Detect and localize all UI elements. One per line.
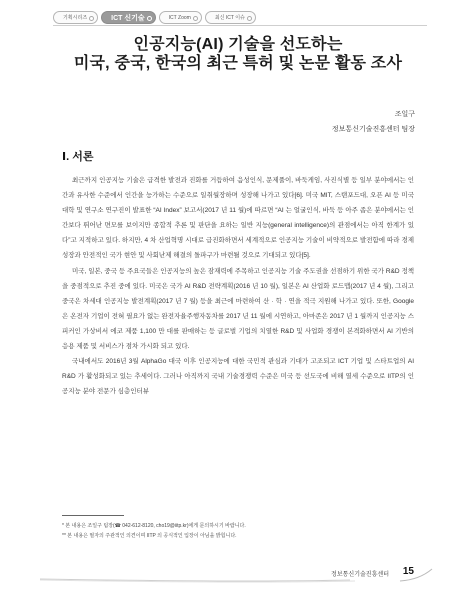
breadcrumb-tab-ict-issue[interactable]: [205, 11, 256, 24]
header-divider: [53, 25, 427, 26]
breadcrumb: [53, 10, 259, 25]
page-number: 15: [402, 566, 414, 577]
breadcrumb-tab-ict-newtech[interactable]: [101, 11, 156, 24]
footer-swoosh-icon: [0, 557, 470, 587]
breadcrumb-tab-label: 최신 ICT 이슈: [214, 15, 245, 21]
footer-publisher: 정보통신기술진흥센터: [331, 572, 389, 578]
circle-icon: [89, 16, 94, 21]
footnote: * 본 내용은 조일구 팀장(☎ 042-612-8120, cho19@iitp.kr)에게 문의하시기 바랍니다.: [62, 523, 246, 529]
page-title-line1: 인공지능(AI) 기술을 선도하는: [133, 36, 343, 53]
footnote: ** 본 내용은 필자의 주관적인 의견이며 IITP 의 공식적인 입장이 아님을 밝힙니다.: [62, 533, 237, 539]
author-name: 조일구: [394, 111, 415, 118]
paragraph: 국내에서도 2016년 3월 AlphaGo 대국 이후 인공지능에 대한 국민적 관심과 기대가 고조되고 ICT 기업 및 스타트업의 AI R&D 가 활성화되고 있는 추세이다. 그러나 아직까지 국내 기술경쟁력 수준은 미국 등 선도국에 비해 열세 수준으로 IITP의 인공지능 분야 전문가 심층인터뷰: [62, 358, 414, 396]
footnote-divider: [62, 515, 124, 516]
page-title-line2: 미국, 중국, 한국의 최근 특허 및 논문 활동 조사: [73, 55, 403, 72]
breadcrumb-tab-label: ICT 신기술: [111, 15, 145, 22]
breadcrumb-tab-label: 기획시리즈: [63, 15, 88, 21]
section-heading: Ⅰ. 서론: [62, 151, 94, 163]
circle-icon: [147, 16, 152, 21]
paragraph: 최근까지 인공지능 기술은 급격한 발전과 진화를 거듭하여 음성인식, 문제풀이, 바둑게임, 사진식별 등 일부 분야에서는 인간과 유사한 수준에서 인간을 능가하는 수준으로 일취월장하며 성장해 나가고 있다[6]. 미국 MIT, 스탠포드대, 오픈 AI 등 미국 대학 및 연구소 연구진이 발표한 “AI Index” 보고서(2017 년 11 월)에 따르면 “AI 는 얼굴인식, 바둑 등 아주 좁은 분야에서는 인간보다 뛰어난 면모를 보이지만 종합적 추론 및 판단을 요하는 일반 지능(general intelligence)의 관점에서는 아직 한계가 있다”고 지적하고 있다. 하지만, 4 차 산업혁명 시대로 급진화하면서 세계적으로 인공지능 기술이 비약적으로 발전함에 따라 경제성장과 안전적인 국가 현안 및 사회난제 해결의 돌파구가 마련될 것으로 기대되고 있다[5].: [62, 177, 414, 260]
breadcrumb-tab-ict-zoom[interactable]: [159, 11, 202, 24]
footnotes: [62, 521, 246, 541]
circle-icon: [247, 16, 252, 21]
breadcrumb-tab-series[interactable]: [53, 11, 98, 24]
circle-icon: [193, 16, 198, 21]
breadcrumb-tab-label: ICT Zoom: [168, 15, 191, 21]
author-affiliation: 정보통신기술진흥센터 팀장: [331, 126, 415, 133]
page-footer: [0, 557, 470, 587]
author-block: [332, 107, 415, 137]
body-text: [62, 173, 414, 399]
paragraph: 미국, 일본, 중국 등 주요국들은 인공지능의 높은 잠재력에 주목하고 인공지능 기술 주도권을 선점하기 위한 국가 R&D 정책을 중점적으로 추진 중에 있다. 미국은 국가 AI R&D 전략계획(2016 년 10 월), 일본은 AI 산업화 로드맵(2017 년 4 월), 그리고 중국은 차세대 인공지능 발전계획(2017 년 7 월) 등을 최근에 마련하여 산 · 학 · 연을 적극 지원해 나가고 있다. 또한, Google 은 온전자 기업이 전혀 필요가 없는 완전자율주행자동차를 2017 년 11 월에 시연하고, 아마존은 2017 년 1 월까지 인공지능 스피커인 가상비서 에코 제품 1,100 만 대를 판매하는 등 글로벌 기업의 치열한 R&D 및 사업화 경쟁이 본격화하면서 AI 기반의 응용 제품 및 서비스가 점차 가시화 되고 있다.: [62, 267, 414, 351]
